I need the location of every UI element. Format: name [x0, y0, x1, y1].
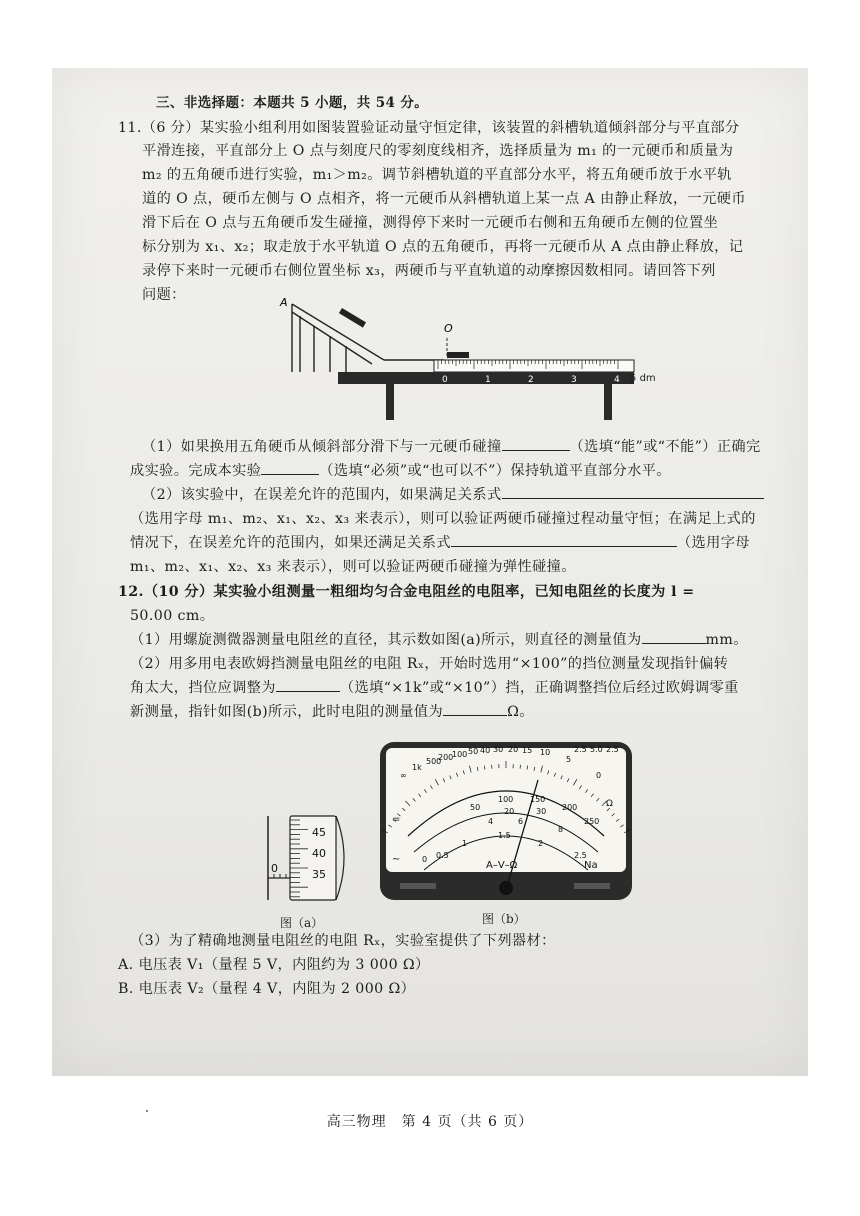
q11-p2-text-c: 情况下，在误差允许的范围内，如果还满足关系式 — [130, 535, 451, 551]
scale-0: 0 — [442, 375, 448, 385]
q11-line-6: 标分别为 x₁、x₂；取走放于水平轨道 O 点的五角硬币，再将一元硬币从 A 点由静止释放，记 — [142, 239, 744, 255]
page-footer: 高三物理 第 4 页（共 6 页） — [326, 1114, 534, 1130]
ohm-1k: 1k — [412, 763, 422, 772]
q11-p1-text-a: （1）如果换用五角硬币从倾斜部分滑下与一元硬币碰撞 — [142, 439, 502, 455]
scale-5-label — [630, 373, 656, 384]
zero-adjust-knob — [499, 881, 513, 895]
q11-p2-text-a: （2）该实验中，在误差允许的范围内，如果满足关系式 — [142, 487, 502, 503]
dc2-30: 30 — [536, 807, 547, 816]
q12-part1 — [130, 629, 748, 651]
q11-part1-line2 — [130, 460, 671, 482]
answer-blank-q11-1a[interactable] — [502, 436, 570, 451]
scale-1: 1 — [485, 375, 491, 385]
q12-part3: （3）为了精确地测量电阻丝的电阻 Rₓ，实验室提供了下列器材： — [130, 933, 556, 949]
ac-6: 6 — [518, 817, 524, 826]
scale-3: 3 — [571, 375, 577, 385]
answer-blank-q12-2a[interactable] — [276, 677, 340, 692]
q11-line-5: 滑下后在 O 点与五角硬币发生碰撞，测得停下来时一元硬币右侧和五角硬币左侧的位置坐 — [142, 215, 719, 231]
q11-line-3: m₂ 的五角硬币进行实验，m₁＞m₂。调节斜槽轨道的平直部分水平，将五角硬币放于水平轨 — [142, 167, 732, 183]
ohm-40: 40 — [480, 746, 491, 755]
label-A: A — [280, 296, 288, 309]
answer-blank-q11-2a[interactable] — [502, 484, 764, 499]
dc-250: 250 — [584, 817, 600, 826]
q12-p2-text-d: 新测量，指针如图(b)所示，此时电阻的测量值为 — [130, 704, 444, 720]
ohm-200: 200 — [438, 753, 454, 762]
exam-page — [52, 68, 808, 1130]
ac-4: 4 — [488, 817, 494, 826]
left-socket — [400, 883, 436, 889]
q12-p1-text-a: （1）用螺旋测微器测量电阻丝的直径，其示数如图(a)所示，则直径的测量值为 — [130, 632, 642, 648]
ac-low-1: 1 — [462, 839, 468, 848]
q12-p2-text-b: 角太大，挡位应调整为 — [130, 680, 276, 696]
dc-200: 200 — [562, 803, 578, 812]
range-2-5a: 2.5 — [574, 745, 587, 754]
scale-4: 4 — [614, 375, 620, 385]
ohm-0: 0 — [596, 771, 602, 780]
meter-center-label: A–V–Ω — [486, 860, 518, 871]
dc-50: 50 — [470, 803, 481, 812]
ohm-inf: ∞ — [400, 771, 407, 780]
thimble-40: 40 — [312, 847, 326, 860]
dc-symbol: = — [392, 814, 401, 825]
q11-p1-text-b: （选填“能”或“不能”）正确完 — [569, 439, 761, 455]
caption-b: 图（b） — [482, 912, 526, 926]
ohm-20: 20 — [508, 745, 519, 754]
option-A: A. 电压表 V₁（量程 5 V，内阻约为 3 000 Ω） — [118, 957, 430, 973]
q12-line-2: 50.00 cm。 — [130, 608, 215, 624]
q11-part2-line1 — [142, 484, 764, 506]
leg-right — [604, 384, 612, 420]
q11-p2-text-d: （选用字母 — [676, 535, 750, 551]
answer-blank-q11-1b[interactable] — [261, 460, 319, 475]
ac-low-05: 0.5 — [436, 851, 449, 860]
q11-line-4: 道的 O 点，硬币左侧与 O 点相齐，将一元硬币从斜槽轨道上某一点 A 由静止释放，一元硬币 — [142, 191, 746, 207]
ac-low-2: 2 — [538, 839, 544, 848]
q12-p2-text-c: （选填“×1k”或“×10”）挡，正确调整挡位后经过欧姆调零重 — [339, 680, 739, 696]
ohm-50: 50 — [468, 747, 479, 756]
scale-5: 5 — [630, 373, 637, 384]
micrometer-figure — [260, 812, 360, 912]
q12-p1-text-b: mm。 — [705, 632, 748, 648]
leg-left — [386, 384, 394, 420]
q12-part2-line3 — [130, 701, 534, 723]
coin-at-O — [447, 352, 469, 358]
ohm-15: 15 — [522, 746, 533, 755]
ac-low-25: 2.5 — [574, 851, 587, 860]
q11-part1-line1 — [142, 436, 761, 458]
ohm-100: 100 — [452, 750, 468, 759]
ohm-5: 5 — [566, 755, 572, 764]
q12-line-1: 12.（10 分）某实验小组测量一粗细均匀合金电阻丝的电阻率，已知电阻丝的长度为 l = — [118, 584, 695, 600]
scale-unit: dm — [639, 373, 656, 384]
coin-on-ramp — [339, 308, 366, 328]
ac-low-15: 1.5 — [498, 831, 511, 840]
ruler — [434, 360, 634, 372]
answer-blank-q11-2b[interactable] — [451, 532, 677, 547]
label-O: O — [444, 322, 453, 335]
ac-8: 8 — [558, 825, 564, 834]
q11-part2-line4: m₁、m₂、x₁、x₂、x₃ 来表示），则可以验证两硬币碰撞为弹性碰撞。 — [130, 559, 576, 575]
q11-part2-line2: （选用字母 m₁、m₂、x₁、x₂、x₃ 来表示），则可以验证两硬币碰撞过程动量守恒；在满足上式的 — [130, 511, 756, 527]
q11-line-1: 11.（6 分）某实验小组利用如图装置验证动量守恒定律，该装置的斜槽轨道倾斜部分与平直部分 — [118, 120, 740, 136]
section-header: 三、非选择题：本题共 5 小题，共 54 分。 — [156, 95, 429, 111]
stray-dot — [146, 1110, 148, 1112]
ac-low-0: 0 — [422, 855, 428, 864]
answer-blank-q12-2b[interactable] — [443, 701, 507, 716]
answer-blank-q12-1[interactable] — [642, 629, 706, 644]
range-2-5b: 2.5 — [606, 745, 619, 754]
q11-line-2: 平滑连接，平直部分上 O 点与刻度尺的零刻度线相齐，选择质量为 m₁ 的一元硬币和质量为 — [142, 143, 734, 159]
meter-brand: Na — [584, 860, 598, 871]
q12-p2-text-e: Ω。 — [507, 704, 534, 720]
dc2-20: 20 — [504, 807, 515, 816]
q12-part2-line1: （2）用多用电表欧姆挡测量电阻丝的电阻 Rₓ，开始时选用“×100”的挡位测量发现指针偏转 — [130, 656, 729, 672]
ohm-10: 10 — [540, 748, 551, 757]
q11-p1-text-d: （选填“必须”或“也可以不”）保持轨道平直部分水平。 — [319, 463, 671, 479]
track-figure — [274, 296, 654, 426]
dc-100: 100 — [498, 795, 514, 804]
q11-part2-line3 — [130, 532, 750, 554]
q12-part2-line2 — [130, 677, 739, 699]
ohm-30: 30 — [493, 745, 504, 754]
scale-2: 2 — [528, 375, 534, 385]
q11-p1-text-c: 成实验。完成本实验 — [130, 463, 262, 479]
omega-symbol: Ω — [606, 799, 613, 809]
ohm-500: 500 — [426, 757, 442, 766]
ac-symbol: ∼ — [392, 854, 401, 865]
thimble-35: 35 — [312, 868, 326, 881]
q11-line-8: 问题： — [142, 287, 186, 303]
sleeve-zero: 0 — [271, 862, 278, 875]
multimeter-figure — [378, 740, 634, 902]
right-socket — [574, 883, 610, 889]
q11-line-7: 录停下来时一元硬币右侧位置坐标 x₃，两硬币与平直轨道的动摩擦因数相同。请回答下列 — [142, 263, 716, 279]
range-5-0: 5.0 — [590, 745, 603, 754]
caption-a: 图（a） — [280, 916, 324, 930]
dc-150: 150 — [530, 795, 546, 804]
ramp-incline — [292, 304, 384, 360]
option-B: B. 电压表 V₂（量程 4 V，内阻为 2 000 Ω） — [118, 981, 416, 997]
thimble-45: 45 — [312, 826, 326, 839]
